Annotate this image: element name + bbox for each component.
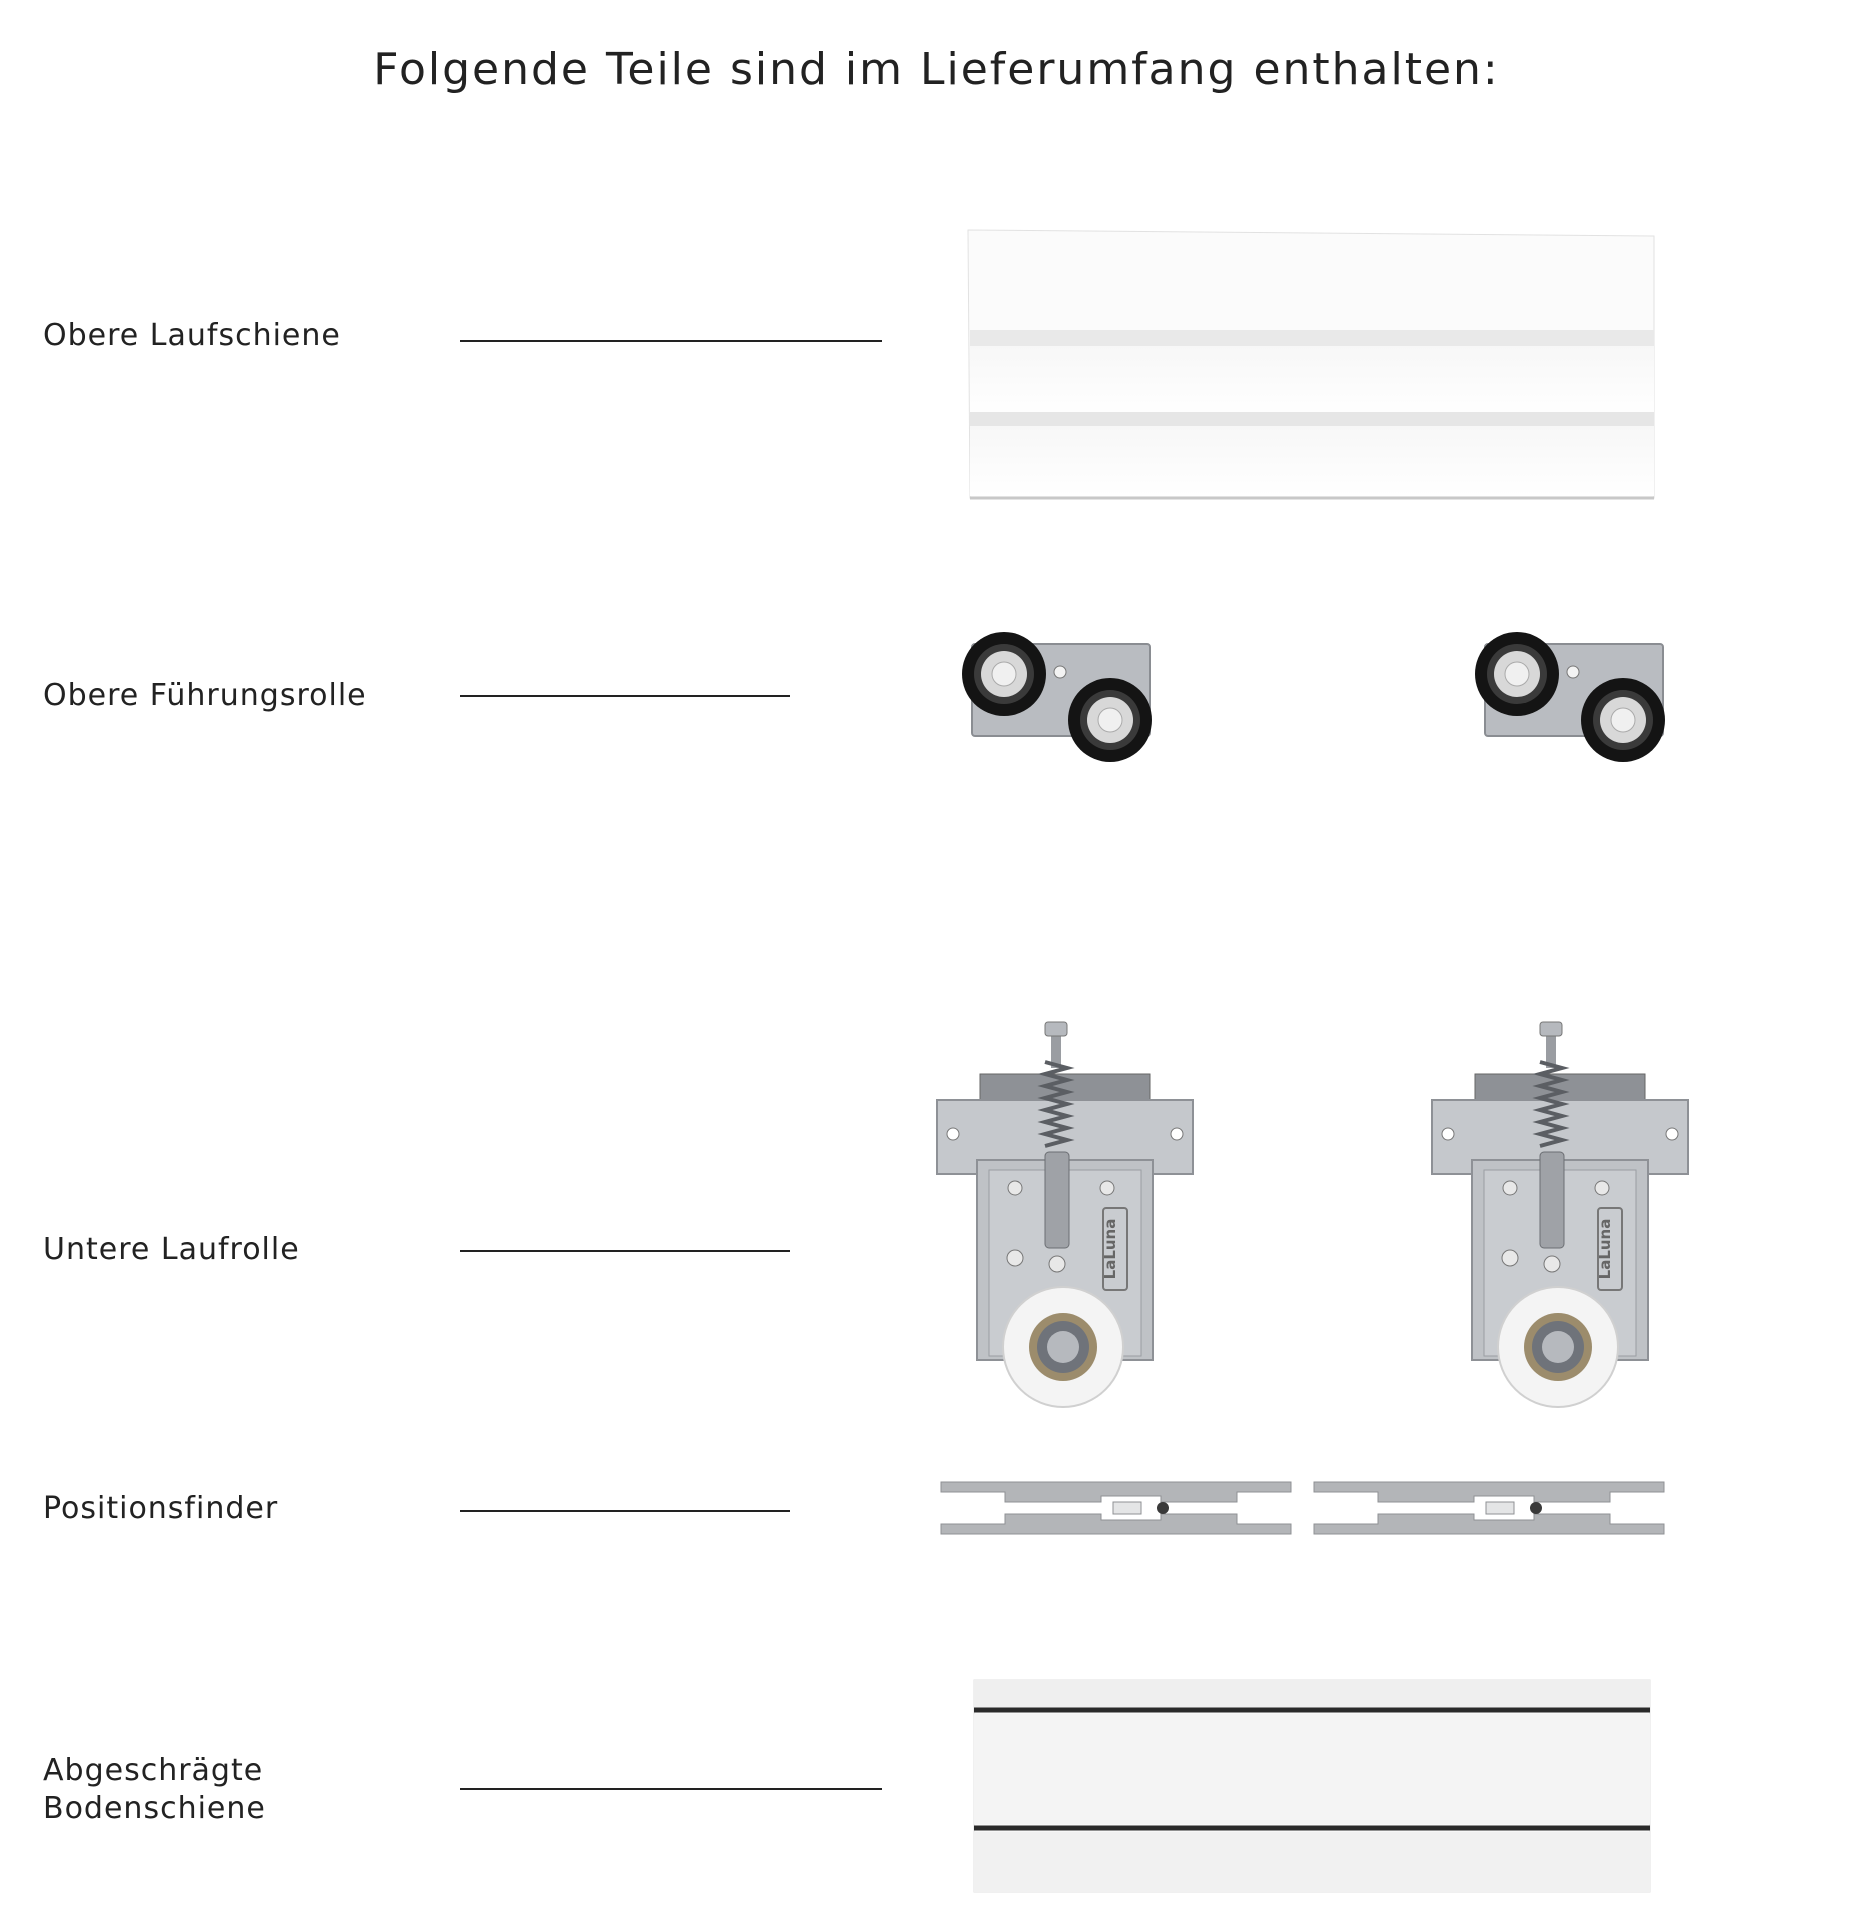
position-finder-right-image [1310,1478,1670,1538]
label-lower-roller: Untere Laufrolle [43,1232,300,1267]
upper-rail-image [968,230,1658,500]
upper-guide-roller-left-image [960,630,1160,765]
leader-line-upper-guide-roller [460,695,790,697]
label-bevelled-floor-rail-line1: Abgeschrägte [43,1753,264,1788]
leader-line-lower-roller [460,1250,790,1252]
leader-line-position-finder [460,1510,790,1512]
position-finder-left-image [937,1478,1297,1538]
brand-stamp: LaLuna [1101,1218,1119,1280]
lower-roller-right-image [1430,1022,1690,1412]
label-bevelled-floor-rail-line2: Bodenschiene [43,1791,266,1826]
label-upper-guide-roller: Obere Führungsrolle [43,678,367,713]
brand-stamp: LaLuna [1596,1218,1614,1280]
label-upper-rail: Obere Laufschiene [43,318,341,353]
lower-roller-left-image [935,1022,1195,1412]
leader-line-upper-rail [460,340,882,342]
label-position-finder: Positionsfinder [43,1491,279,1526]
leader-line-bevelled-floor-rail [460,1788,882,1790]
label-bevelled-floor-rail [43,1752,266,1828]
upper-guide-roller-right-image [1473,630,1673,765]
page-title: Folgende Teile sind im Lieferumfang enthalten: [373,44,1500,95]
bevelled-floor-rail-image [972,1678,1652,1894]
